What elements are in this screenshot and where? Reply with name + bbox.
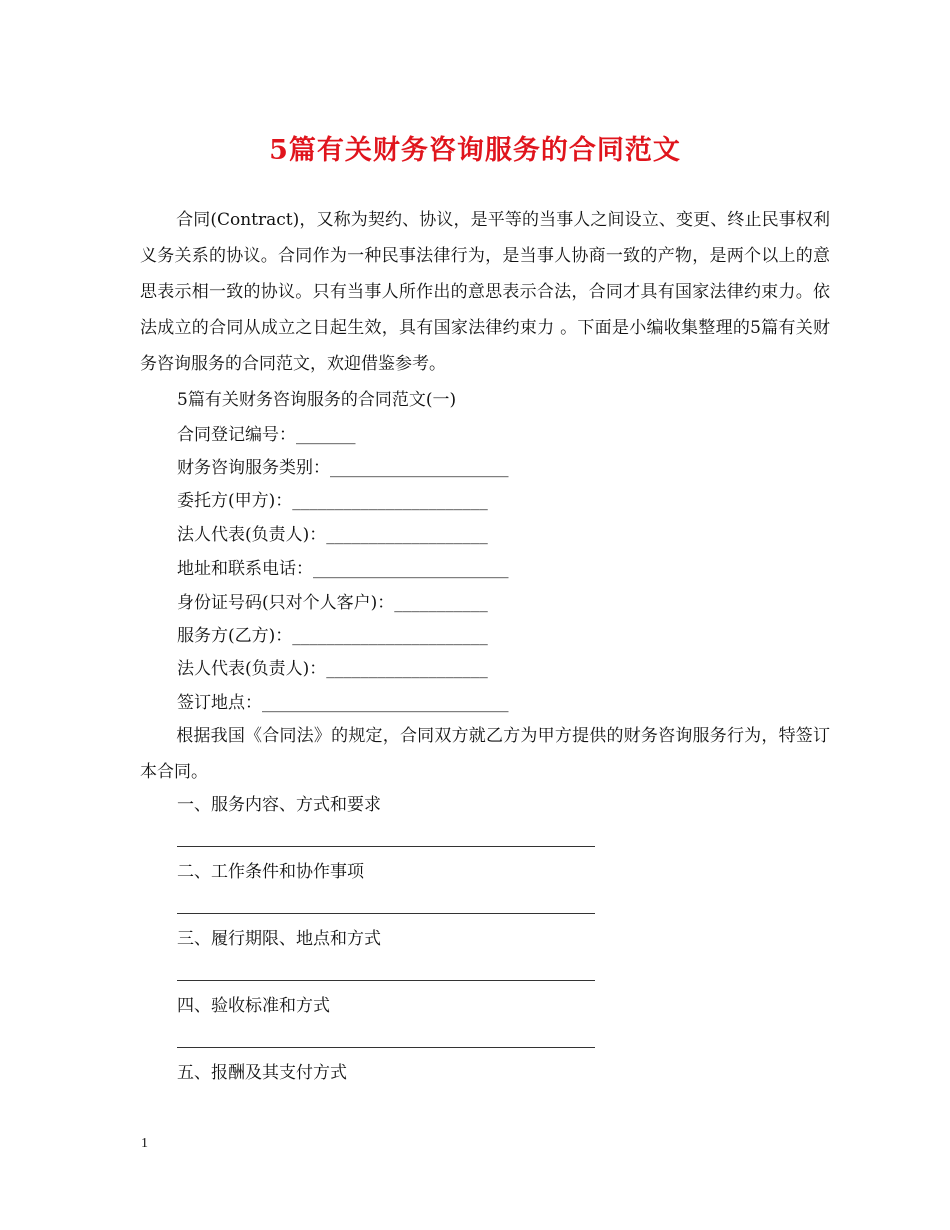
field-client-party-a: 委托方(甲方)：_______________________ [177, 491, 488, 511]
clause-2-heading: 二、工作条件和协作事项 [177, 862, 364, 882]
field-address-phone: 地址和联系电话：_______________________ [177, 559, 509, 579]
basis-text: 根据我国《合同法》的规定，合同双方就乙方为甲方提供的财务咨询服务行为，特签订本合同。 [140, 726, 830, 782]
clause-3-heading: 三、履行期限、地点和方式 [177, 929, 381, 949]
clause-5-heading: 五、报酬及其支付方式 [177, 1063, 347, 1083]
basis-paragraph [140, 718, 830, 790]
clause-4-heading: 四、验收标准和方式 [177, 996, 330, 1016]
clause-1-blank-line [177, 846, 595, 847]
page-number: 1 [141, 1136, 148, 1151]
clause-3-blank-line [177, 980, 595, 981]
clause-4-blank-line [177, 1047, 595, 1048]
field-id-number: 身份证号码(只对个人客户)：___________ [177, 593, 488, 613]
field-signing-place: 签订地点：_____________________________ [177, 693, 509, 713]
field-service-category: 财务咨询服务类别：_____________________ [177, 458, 509, 478]
clause-1-heading: 一、服务内容、方式和要求 [177, 795, 381, 815]
document-title: 5篇有关财务咨询服务的合同范文 [269, 135, 681, 166]
field-legal-rep-b: 法人代表(负责人)：___________________ [177, 659, 488, 679]
field-service-party-b: 服务方(乙方)：_______________________ [177, 626, 488, 646]
section-heading: 5篇有关财务咨询服务的合同范文(一) [177, 390, 457, 410]
intro-paragraph [140, 202, 830, 382]
field-legal-rep-a: 法人代表(负责人)：___________________ [177, 525, 488, 545]
field-contract-number: 合同登记编号：_______ [177, 425, 356, 445]
intro-text: 合同(Contract)，又称为契约、协议，是平等的当事人之间设立、变更、终止民事权利义务关系的协议。合同作为一种民事法律行为，是当事人协商一致的产物，是两个以上的意思表示相一致的协议。只有当事人所作出的意思表示合法，合同才具有国家法律约束力。依法成立的合同从成立之日起生效，具有国家法律约束力 。下面是小编收集整理的5篇有关财务咨询服务的合同范文，欢迎借鉴参考。 [140, 210, 830, 374]
clause-2-blank-line [177, 913, 595, 914]
